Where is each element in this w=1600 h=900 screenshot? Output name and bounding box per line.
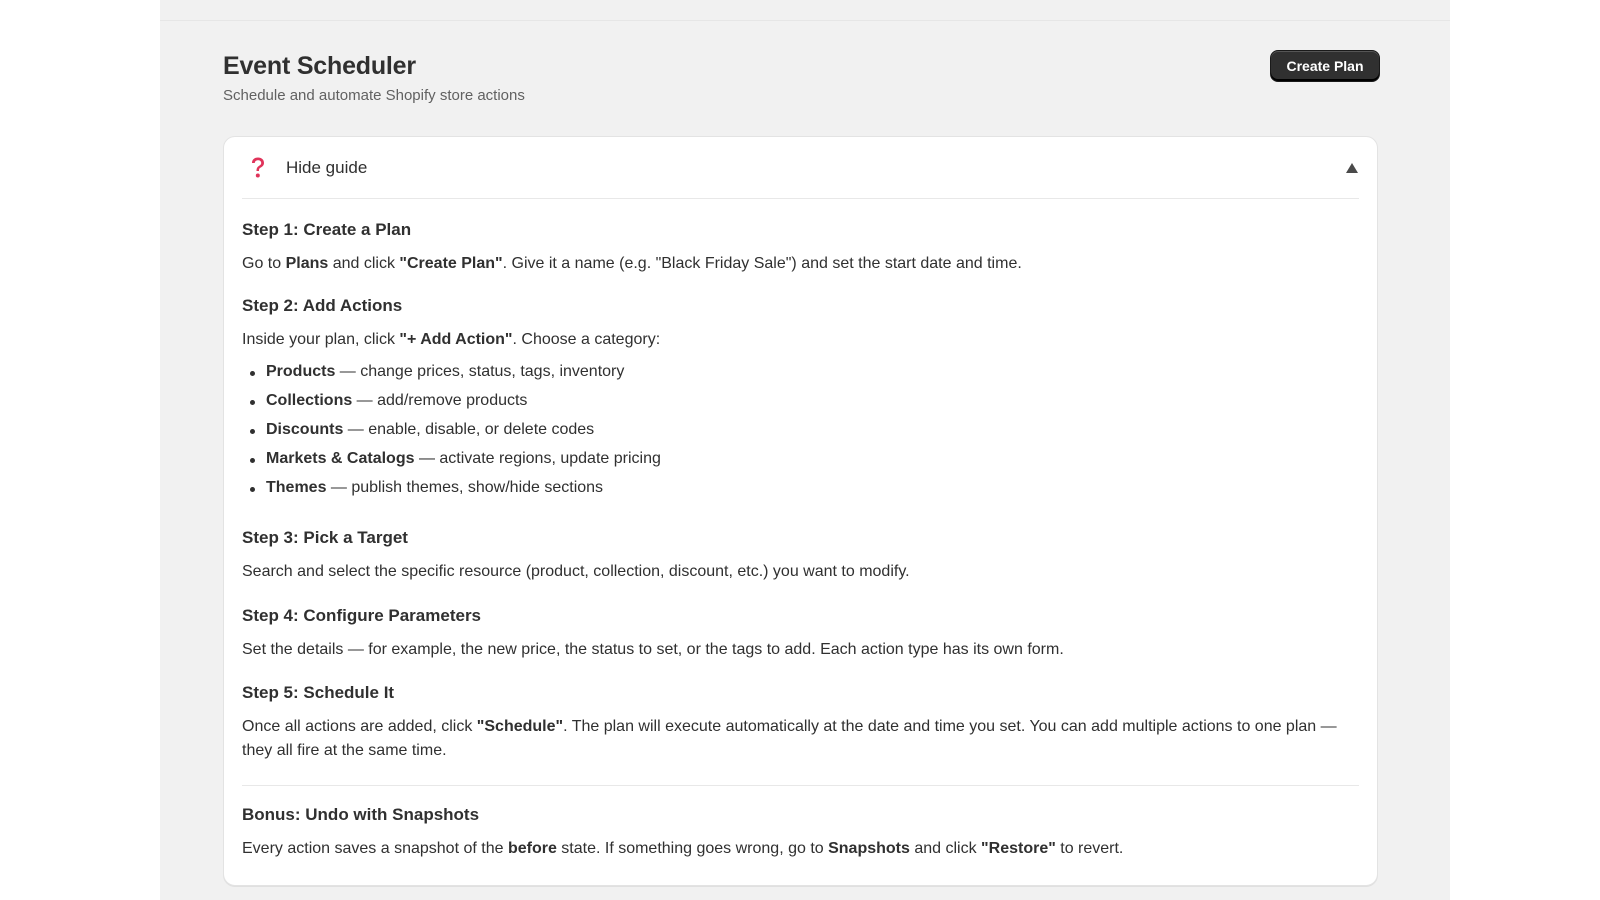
step-4-text: Set the details — for example, the new price, the status to set, or the tags to add. Each action type has its own form. — [242, 641, 1064, 658]
step-4 — [242, 605, 1359, 662]
step-5 — [242, 682, 1359, 763]
step-3-text: Search and select the specific resource (product, collection, discount, etc.) you want to modify. — [242, 563, 910, 580]
step-1-text: Go to Plans and click "Create Plan". Give it a name (e.g. "Black Friday Sale") and set the start date and time. — [242, 255, 1022, 272]
guide-toggle-label: Hide guide — [286, 157, 368, 177]
step-2 — [242, 295, 1359, 499]
action-category-list — [242, 361, 1359, 499]
step-2-text: Inside your plan, click "+ Add Action". Choose a category: — [242, 331, 661, 348]
top-strip — [160, 0, 1450, 21]
list-item: Collections — add/remove products — [242, 390, 1359, 412]
create-plan-button[interactable]: Create Plan — [1270, 50, 1380, 82]
question-mark-icon — [246, 154, 270, 182]
page-header — [223, 50, 1380, 110]
step-1 — [242, 219, 1359, 276]
step-2-title: Step 2: Add Actions — [242, 296, 403, 315]
bonus-text: Every action saves a snapshot of the before state. If something goes wrong, go to Snapshots and click "Restore" to revert. — [242, 840, 1124, 857]
step-1-title: Step 1: Create a Plan — [242, 220, 412, 239]
step-3 — [242, 527, 1359, 584]
step-5-title: Step 5: Schedule It — [242, 683, 395, 702]
list-item: Markets & Catalogs — activate regions, update pricing — [242, 448, 1359, 470]
list-item: Products — change prices, status, tags, inventory — [242, 361, 1359, 383]
page-title: Event Scheduler — [223, 52, 416, 80]
list-item: Discounts — enable, disable, or delete codes — [242, 419, 1359, 441]
bonus-section — [242, 804, 1359, 861]
caret-up-icon[interactable] — [1345, 161, 1359, 173]
divider — [242, 785, 1359, 786]
step-5-text: Once all actions are added, click "Schedule". The plan will execute automatically at the date and time you set. You can add multiple actions to one plan — they all fire at the same time. — [242, 718, 1337, 759]
guide-card — [223, 136, 1378, 886]
bonus-title: Bonus: Undo with Snapshots — [242, 805, 480, 824]
step-4-title: Step 4: Configure Parameters — [242, 606, 482, 625]
step-3-title: Step 3: Pick a Target — [242, 528, 408, 547]
guide-toggle[interactable] — [242, 137, 1359, 199]
page-subtitle: Schedule and automate Shopify store actions — [223, 87, 525, 104]
list-item: Themes — publish themes, show/hide sections — [242, 477, 1359, 499]
app-frame — [160, 0, 1450, 900]
